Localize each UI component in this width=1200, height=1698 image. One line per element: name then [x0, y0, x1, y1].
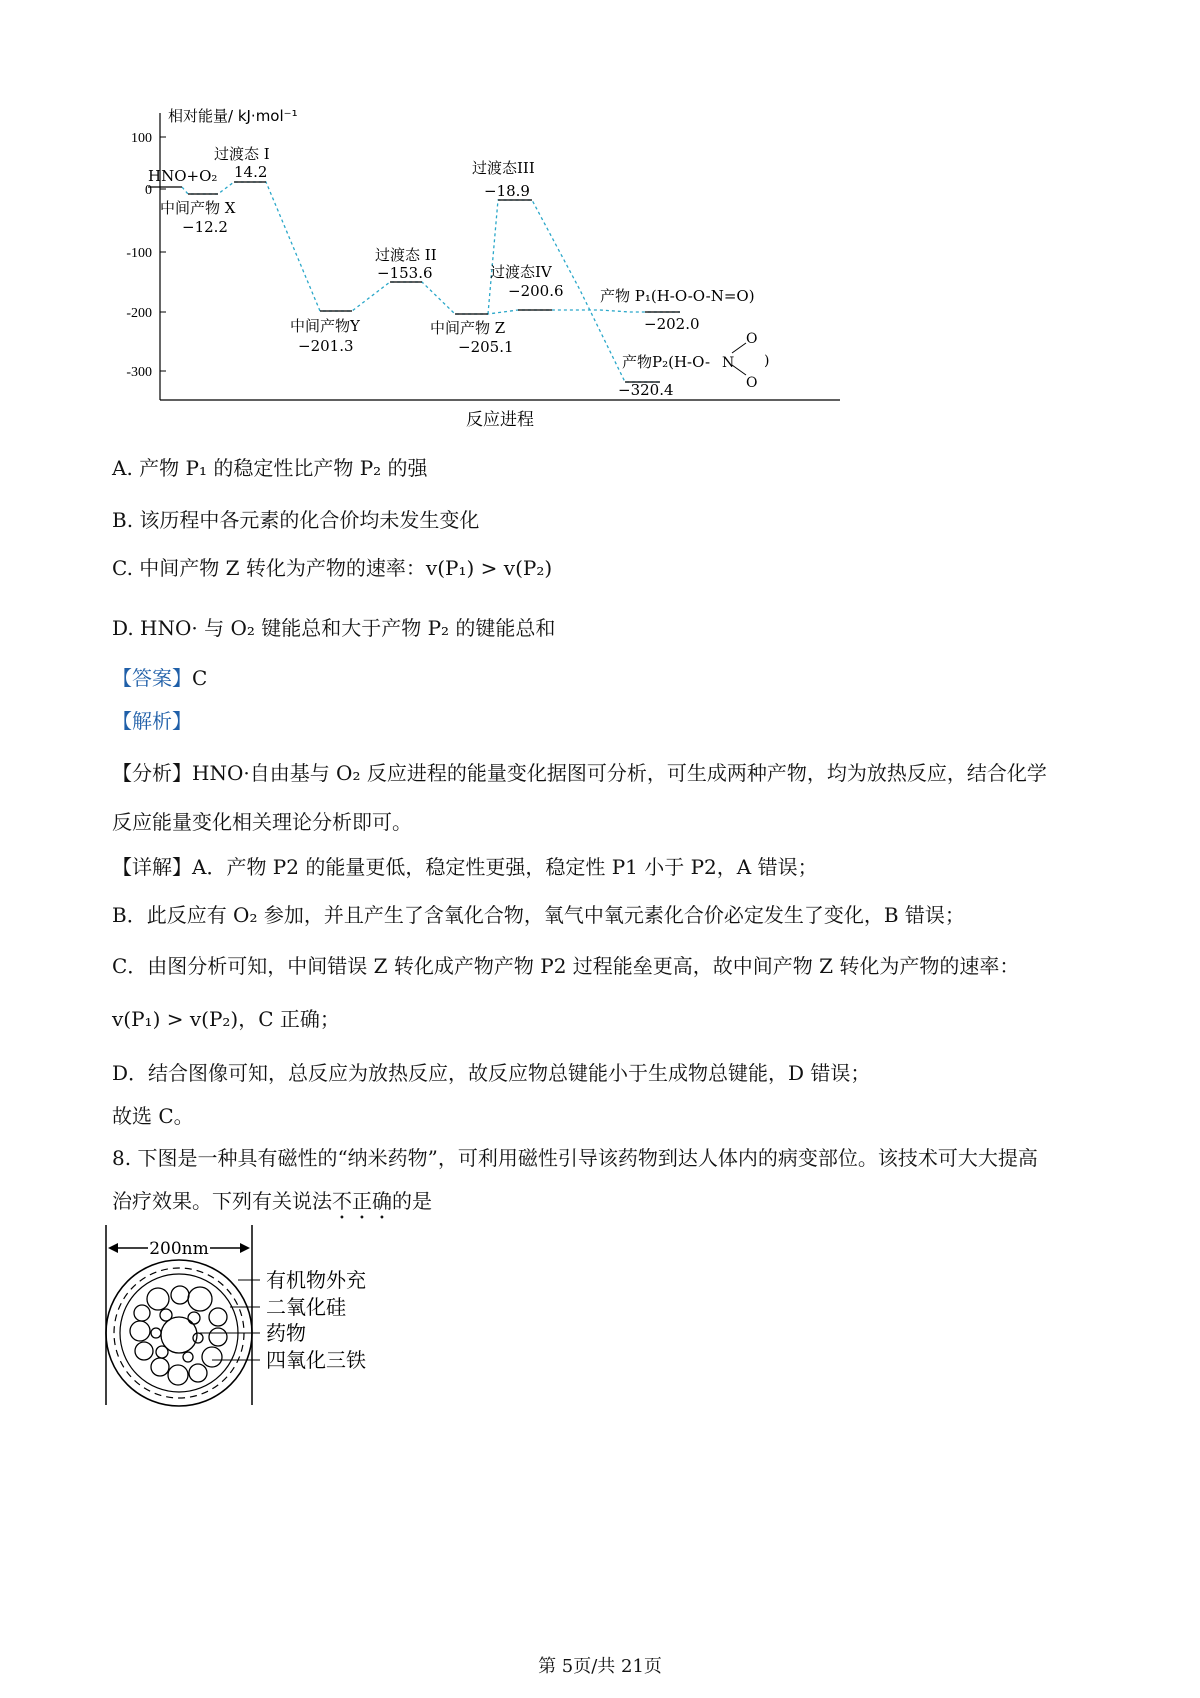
label-ts2-value: −153.6 [377, 264, 433, 282]
label-x-value: −12.2 [182, 218, 228, 236]
label-z-name: 中间产物 Z [430, 319, 506, 337]
option-c: C. 中间产物 Z 转化为产物的速率：v(P₁) > v(P₂) [112, 556, 553, 580]
y-tick: 100 [131, 131, 152, 146]
figure-width-label: 200nm [149, 1239, 209, 1259]
q8-line-1: 8. 下图是一种具有磁性的“纳米药物”，可利用磁性引导该药物到达人体内的病变部位。该技术可大大提高 [112, 1146, 1038, 1170]
figure-label-organic: 有机物外充 [266, 1268, 366, 1292]
option-a: A. 产物 P₁ 的稳定性比产物 P₂ 的强 [112, 456, 428, 480]
y-tick: 0 [145, 183, 152, 198]
detail-c2: v(P₁) > v(P₂)，C 正确； [112, 1007, 340, 1031]
label-p1-name: 产物 P₁(H-O-O-N=O) [600, 287, 755, 305]
label-y-name: 中间产物Y [290, 317, 360, 335]
label-ts1-value: 14.2 [234, 163, 268, 181]
y-tick: -100 [126, 246, 152, 261]
structure-paren: ) [764, 353, 770, 369]
structure-o-top: O [746, 331, 758, 347]
y-tick: -200 [126, 306, 152, 321]
nano-drug-figure [100, 1225, 400, 1410]
label-ts4-value: −200.6 [508, 282, 564, 300]
answer-value: C [192, 666, 208, 690]
page-footer: 第 5页/共 21页 [538, 1656, 662, 1677]
structure-o-bottom: O [746, 375, 758, 391]
answer-line [112, 662, 207, 691]
label-p2-value: −320.4 [618, 381, 674, 399]
detail-a: 【详解】A．产物 P2 的能量更低，稳定性更强，稳定性 P1 小于 P2，A 错误； [112, 855, 818, 879]
option-b: B. 该历程中各元素的化合价均未发生变化 [112, 508, 480, 532]
detail-choose: 故选 C。 [112, 1104, 194, 1128]
detail-c1: C．由图分析可知，中间错误 Z 转化成产物产物 P2 过程能垒更高，故中间产物 Z 转化为产物的速率： [112, 954, 1020, 978]
option-d: D. HNO· 与 O₂ 键能总和大于产物 P₂ 的键能总和 [112, 616, 556, 640]
q8-line-2: 治疗效果。下列有关说法不正确的是 [112, 1189, 432, 1213]
label-ts4-name: 过渡态IV [490, 263, 552, 281]
analysis-line-1: 【分析】HNO·自由基与 O₂ 反应进程的能量变化据图可分析，可生成两种产物，均为放热反应，结合化学 [112, 761, 1047, 785]
figure-label-silica: 二氧化硅 [266, 1295, 346, 1319]
q8-emphasis: 不正确 [332, 1189, 392, 1213]
analysis-line-2: 反应能量变化相关理论分析即可。 [112, 810, 412, 834]
analysis-label: 【解析】 [112, 709, 192, 733]
x-axis-label: 反应进程 [466, 410, 534, 430]
answer-label: 【答案】 [112, 666, 192, 690]
y-axis-label: 相对能量/ kJ·mol⁻¹ [168, 107, 298, 125]
detail-b: B．此反应有 O₂ 参加，并且产生了含氧化合物，氧气中氧元素化合价必定发生了变化，B 错误； [112, 903, 965, 927]
label-x-name: 中间产物 X [160, 199, 236, 217]
detail-d: D．结合图像可知，总反应为放热反应，故反应物总键能小于生成物总键能，D 错误； [112, 1061, 871, 1085]
label-y-value: −201.3 [298, 337, 354, 355]
label-ts1-name: 过渡态 I [214, 145, 270, 163]
label-p2-name: 产物P₂(H-O- [622, 353, 711, 371]
label-z-value: −205.1 [458, 338, 514, 356]
y-tick: -300 [126, 365, 152, 380]
energy-diagram [100, 95, 860, 440]
label-p1-value: −202.0 [644, 315, 700, 333]
structure-n: N [722, 355, 735, 371]
nitro-structure [722, 331, 769, 391]
label-reactants: HNO+O₂ [148, 167, 218, 185]
figure-label-drug: 药物 [266, 1321, 306, 1345]
label-ts3-name: 过渡态III [472, 159, 535, 177]
figure-label-fe3o4: 四氧化三铁 [266, 1348, 366, 1372]
label-ts3-value: −18.9 [484, 182, 530, 200]
label-ts2-name: 过渡态 II [375, 246, 437, 264]
